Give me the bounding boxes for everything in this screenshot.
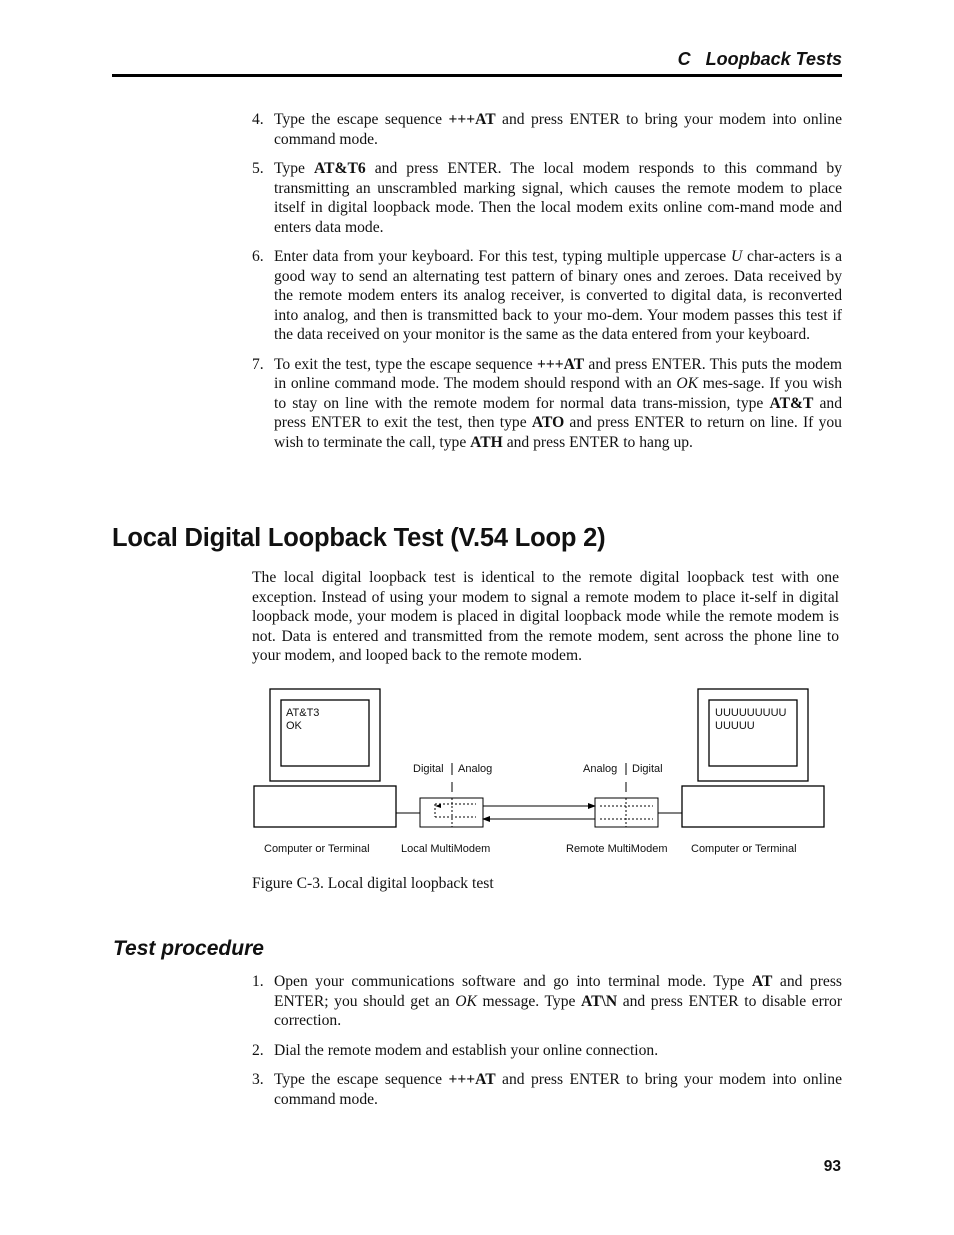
subsection-heading: Test procedure [113, 937, 264, 960]
steps-list-continued [252, 110, 842, 452]
list-item [252, 110, 842, 149]
list-item-text: Type the escape sequence +++AT and press ENTER to bring your modem into online command mode. [274, 111, 842, 148]
left-monitor [270, 689, 380, 781]
list-item-number: 2. [252, 1041, 264, 1059]
list-item [252, 355, 842, 453]
page-number: 93 [823, 1158, 841, 1175]
list-item-number: 5. [252, 160, 264, 177]
list-item-text: To exit the test, type the escape sequence +++AT and press ENTER. This puts the modem in online command mode. The modem should respond with an OK mes-sage. If you wish to stay on line with the remote modem for normal data trans-mission, type AT&T and press ENTER to exit the test, then type ATO and press ENTER to return on line. If you wish to terminate the call, type ATH and press ENTER to hang up. [274, 355, 843, 451]
list-item [252, 247, 842, 345]
right-screen-line-1: UUUUUUUUU [715, 707, 787, 719]
local-modem-label: Local MultiModem [401, 843, 491, 855]
loopback-diagram [240, 680, 840, 865]
section-heading: Local Digital Loopback Test (V.54 Loop 2) [112, 524, 606, 552]
list-item [252, 1041, 842, 1061]
list-item-number: 4. [252, 111, 264, 128]
local-analog-label: Analog [458, 763, 493, 775]
test-procedure-list [252, 972, 842, 1109]
header-rule [112, 74, 842, 77]
remote-modem [595, 798, 658, 827]
list-item-text: Dial the remote modem and establish your online connection. [274, 1041, 659, 1059]
appendix-letter: C [677, 49, 691, 69]
right-screen-line-2: UUUUU [715, 720, 755, 732]
list-item [252, 972, 842, 1031]
list-item-number: 1. [252, 973, 264, 990]
list-item-number: 7. [252, 355, 264, 373]
figure-caption: Figure C-3. Local digital loopback test [252, 875, 494, 892]
list-item-text: Enter data from your keyboard. For this test, typing multiple uppercase U char-acters is a good way to send an alternating test pattern of binary ones and zeroes. Data received by the remote modem enters its analog receiver, is converted to digital data, is reconverted into analog, and then is transmitted back to your mo-dem. Your modem passes this test if the data received on your monitor is the same as the data entered from your keyboard. [274, 248, 842, 343]
list-item-number: 6. [252, 248, 264, 265]
section-paragraph: The local digital loopback test is identical to the remote digital loopback test with one exception. Instead of using your modem to signal a remote modem to place it-self in digital loopback mode, your modem is placed in digital loopback mode while the remote modem is not. Data is entered and transmitted from the remote modem, sent across the phone line to your modem, and looped back to the remote modem. [252, 569, 839, 664]
list-item [252, 1070, 842, 1109]
remote-modem-label: Remote MultiModem [566, 843, 668, 855]
chapter-title: Loopback Tests [705, 49, 842, 69]
local-modem [420, 798, 483, 827]
left-screen-line-1: AT&T3 [286, 707, 320, 719]
list-item-text: Open your communications software and go into terminal mode. Type AT and press ENTER; you should get an OK message. Type AT\N and press ENTER to disable error correction. [274, 973, 843, 1029]
list-item [252, 159, 842, 237]
left-computer-box [254, 786, 396, 827]
left-computer-label: Computer or Terminal [264, 843, 370, 855]
right-monitor [698, 689, 808, 781]
loopback-diagram-svg [240, 680, 840, 865]
list-item-text: Type AT&T6 and press ENTER. The local modem responds to this command by transmitting an unscrambled marking signal, which causes the remote modem to place itself in digital loopback mode. Then the local modem exits online com-mand mode and enters data mode. [274, 160, 842, 236]
right-computer-box [682, 786, 824, 827]
local-digital-label: Digital [413, 763, 444, 775]
list-item-number: 3. [252, 1071, 264, 1088]
list-item-text: Type the escape sequence +++AT and press ENTER to bring your modem into online command mode. [274, 1071, 842, 1108]
right-computer-label: Computer or Terminal [691, 843, 797, 855]
remote-analog-label: Analog [583, 763, 618, 775]
running-header [678, 49, 842, 70]
remote-digital-label: Digital [632, 763, 663, 775]
left-screen-line-2: OK [286, 720, 302, 732]
